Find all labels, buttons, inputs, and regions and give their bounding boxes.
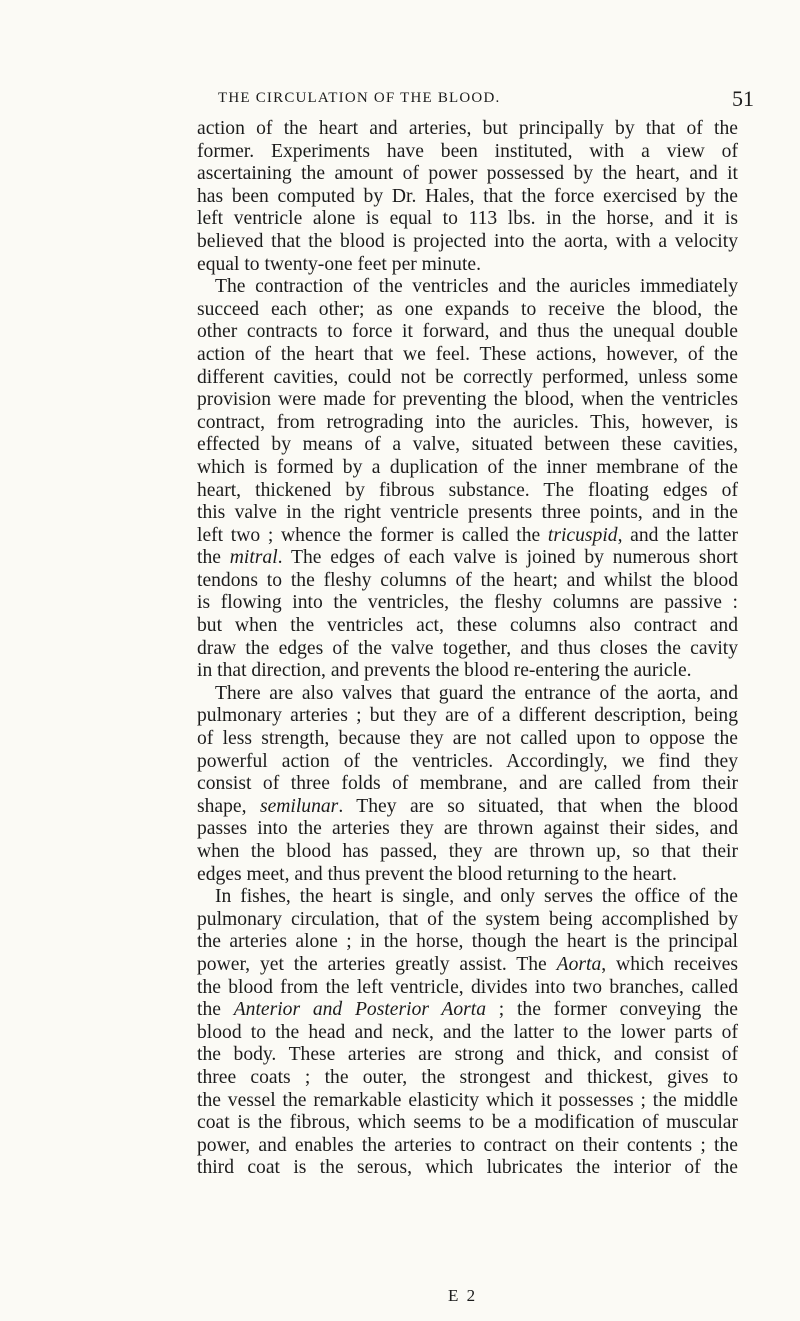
text-line: other contracts to force it forward, and thus the unequal double	[197, 321, 738, 343]
text-line: former. Experiments have been instituted, with a view of	[197, 140, 738, 162]
text-line: which is formed by a duplication of the inner membrane of the	[197, 456, 738, 478]
text-line: pulmonary arteries ; but they are of a different description, being	[197, 705, 738, 727]
text-line: but when the ventricles act, these columns also contract and	[197, 615, 738, 637]
text-line: third coat is the serous, which lubricates the interior of the	[197, 1157, 738, 1179]
text-line: tendons to the fleshy columns of the heart; and whilst the blood	[197, 569, 738, 591]
page-number: 51	[732, 86, 754, 111]
text-line: power, yet the arteries greatly assist. The Aorta, which receives	[197, 953, 738, 975]
text-line: action of the heart that we feel. These actions, however, of the	[197, 343, 738, 365]
text-line: in that direction, and prevents the blood re-entering the auricle.	[197, 660, 692, 682]
text-line: heart, thickened by fibrous substance. The floating edges of	[197, 479, 738, 501]
text-line: the vessel the remarkable elasticity which it possesses ; the middle	[197, 1089, 738, 1111]
text-line: action of the heart and arteries, but principally by that of the	[197, 118, 738, 139]
text-line: effected by means of a valve, situated between these cavities,	[197, 434, 738, 456]
text-line: blood to the head and neck, and the latter to the lower parts of	[197, 1021, 738, 1043]
text-line: is flowing into the ventricles, the fleshy columns are passive :	[197, 592, 738, 614]
text-line: draw the edges of the valve together, and thus closes the cavity	[197, 637, 738, 659]
text-line: the arteries alone ; in the horse, though the heart is the principal	[197, 931, 738, 953]
running-title: THE CIRCULATION OF THE BLOOD.	[218, 90, 501, 106]
text-line: The contraction of the ventricles and the auricles immediately	[215, 276, 738, 298]
text-line: different cavities, could not be correctly performed, unless some	[197, 366, 738, 388]
text-line: the body. These arteries are strong and thick, and consist of	[197, 1044, 738, 1066]
text-line: ascertaining the amount of power possessed by the heart, and it	[197, 163, 738, 185]
text-line: the blood from the left ventricle, divides into two branches, called	[197, 976, 738, 998]
text-line: powerful action of the ventricles. Accordingly, we find they	[197, 750, 738, 772]
text-line: left two ; whence the former is called the tricuspid, and the latter	[197, 524, 739, 546]
text-line: passes into the arteries they are thrown against their sides, and	[197, 818, 738, 840]
text-line: has been computed by Dr. Hales, that the force exercised by the	[197, 185, 738, 207]
signature-mark: E 2	[448, 1286, 478, 1305]
text-line: coat is the fibrous, which seems to be a modification of muscular	[197, 1112, 738, 1134]
page-header	[200, 86, 760, 116]
text-line: There are also valves that guard the entrance of the aorta, and	[215, 682, 738, 704]
text-line: the mitral. The edges of each valve is joined by numerous short	[197, 547, 739, 569]
text-line: power, and enables the arteries to contract on their contents ; the	[197, 1134, 738, 1156]
body-text	[197, 118, 738, 1180]
text-line: the Anterior and Posterior Aorta ; the former conveying the	[197, 999, 738, 1021]
text-line: equal to twenty-one feet per minute.	[197, 253, 482, 275]
text-line: three coats ; the outer, the strongest and thickest, gives to	[197, 1066, 738, 1088]
text-line: provision were made for preventing the blood, when the ventricles	[197, 389, 738, 411]
text-line: shape, semilunar. They are so situated, that when the blood	[197, 795, 738, 817]
text-line: pulmonary circulation, that of the system being accomplished by	[197, 908, 738, 930]
text-line: edges meet, and thus prevent the blood returning to the heart.	[197, 863, 677, 885]
text-line: left ventricle alone is equal to 113 lbs. in the horse, and it is	[197, 208, 738, 230]
text-line: In fishes, the heart is single, and only serves the office of the	[215, 886, 738, 908]
text-line: succeed each other; as one expands to receive the blood, the	[197, 298, 738, 320]
text-line: this valve in the right ventricle presents three points, and in the	[197, 502, 738, 524]
text-line: when the blood has passed, they are thrown up, so that their	[197, 841, 738, 862]
text-line: believed that the blood is projected into the aorta, with a velocity	[197, 230, 738, 252]
text-line: consist of three folds of membrane, and are called from their	[197, 773, 738, 795]
text-line: contract, from retrograding into the auricles. This, however, is	[197, 411, 738, 433]
text-line: of less strength, because they are not called upon to oppose the	[197, 728, 738, 750]
